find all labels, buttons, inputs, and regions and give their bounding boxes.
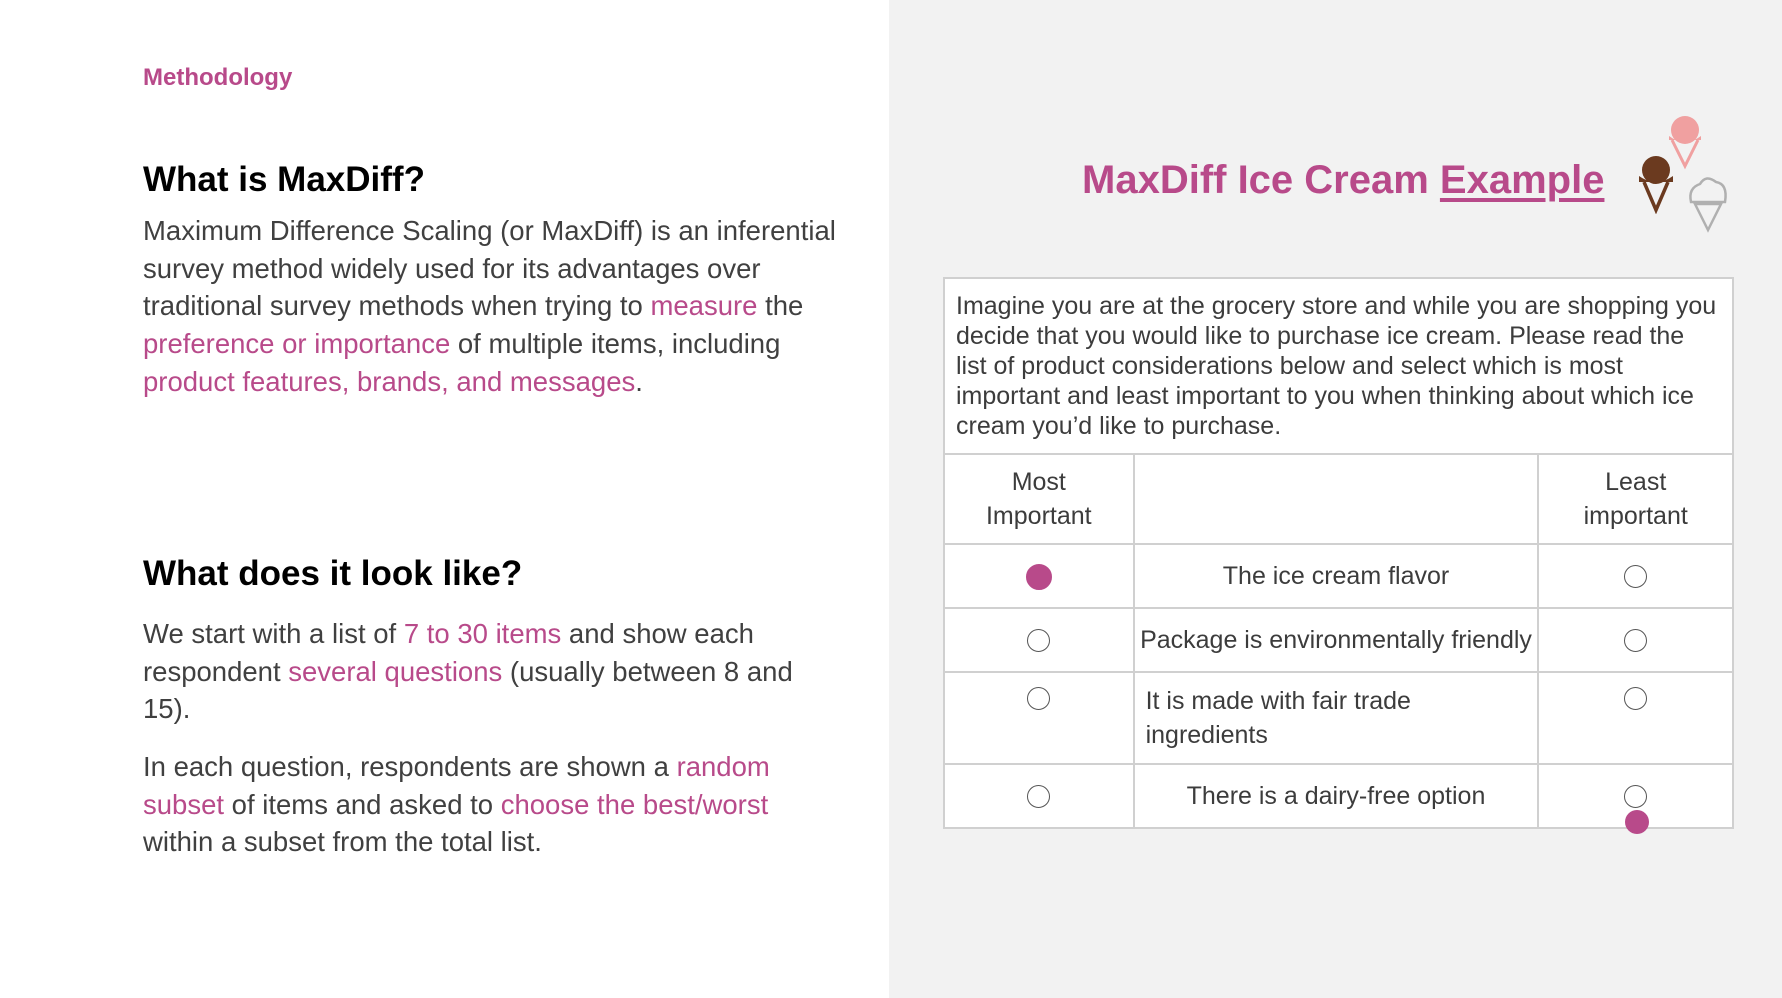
selection-dot (1625, 810, 1649, 834)
what-is-maxdiff-paragraph: Maximum Difference Scaling (or MaxDiff) is an inferential survey method widely used for its advantages over traditional survey methods when trying to measure the preference or importance of multiple items, including product features, brands, and messages. (143, 215, 836, 397)
table-row (944, 608, 1733, 672)
section-label: Methodology (143, 64, 293, 91)
what-is-maxdiff-heading: What is MaxDiff? (143, 160, 425, 199)
most-radio-flavor[interactable] (1026, 564, 1052, 590)
table-row (944, 764, 1733, 828)
least-radio-flavor[interactable] (1624, 565, 1647, 588)
look-like-paragraph-1: We start with a list of 7 to 30 items and show each respondent several questions (usually between 8 and 15). (143, 618, 793, 725)
table-row (944, 672, 1733, 764)
survey-prompt: Imagine you are at the grocery store and while you are shopping you decide that you would like to purchase ice cream. Please read the list of product considerations below and select which is most important and least important to you when thinking about which ice cream you’d like to purchase. (944, 278, 1733, 454)
item-dairy-free: There is a dairy-free option (1134, 764, 1539, 828)
items-header (1134, 454, 1539, 544)
example-title: MaxDiff Ice Cream Example (1082, 158, 1605, 202)
most-radio-eco-package[interactable] (1027, 629, 1050, 652)
survey-table (943, 277, 1734, 829)
least-radio-eco-package[interactable] (1624, 629, 1647, 652)
brown-ice-cream-cone-icon (1630, 152, 1684, 219)
what-does-it-look-like-heading: What does it look like? (143, 554, 523, 593)
least-important-header: Least important (1538, 454, 1733, 544)
most-important-header: Most Important (944, 454, 1134, 544)
item-eco-package: Package is environmentally friendly (1134, 608, 1539, 672)
look-like-paragraph-2: In each question, respondents are shown a random subset of items and asked to choose the best/worst within a subset from the total list. (143, 751, 770, 858)
most-radio-dairy-free[interactable] (1027, 785, 1050, 808)
most-radio-fair-trade[interactable] (1027, 687, 1050, 710)
item-flavor: The ice cream flavor (1134, 544, 1539, 608)
example-link[interactable]: Example (1439, 158, 1605, 202)
least-radio-fair-trade[interactable] (1624, 687, 1647, 710)
table-row (944, 544, 1733, 608)
least-radio-dairy-free[interactable] (1624, 785, 1647, 808)
gray-ice-cream-cone-icon (1682, 172, 1734, 239)
item-fair-trade: It is made with fair trade ingredients (1134, 672, 1539, 764)
